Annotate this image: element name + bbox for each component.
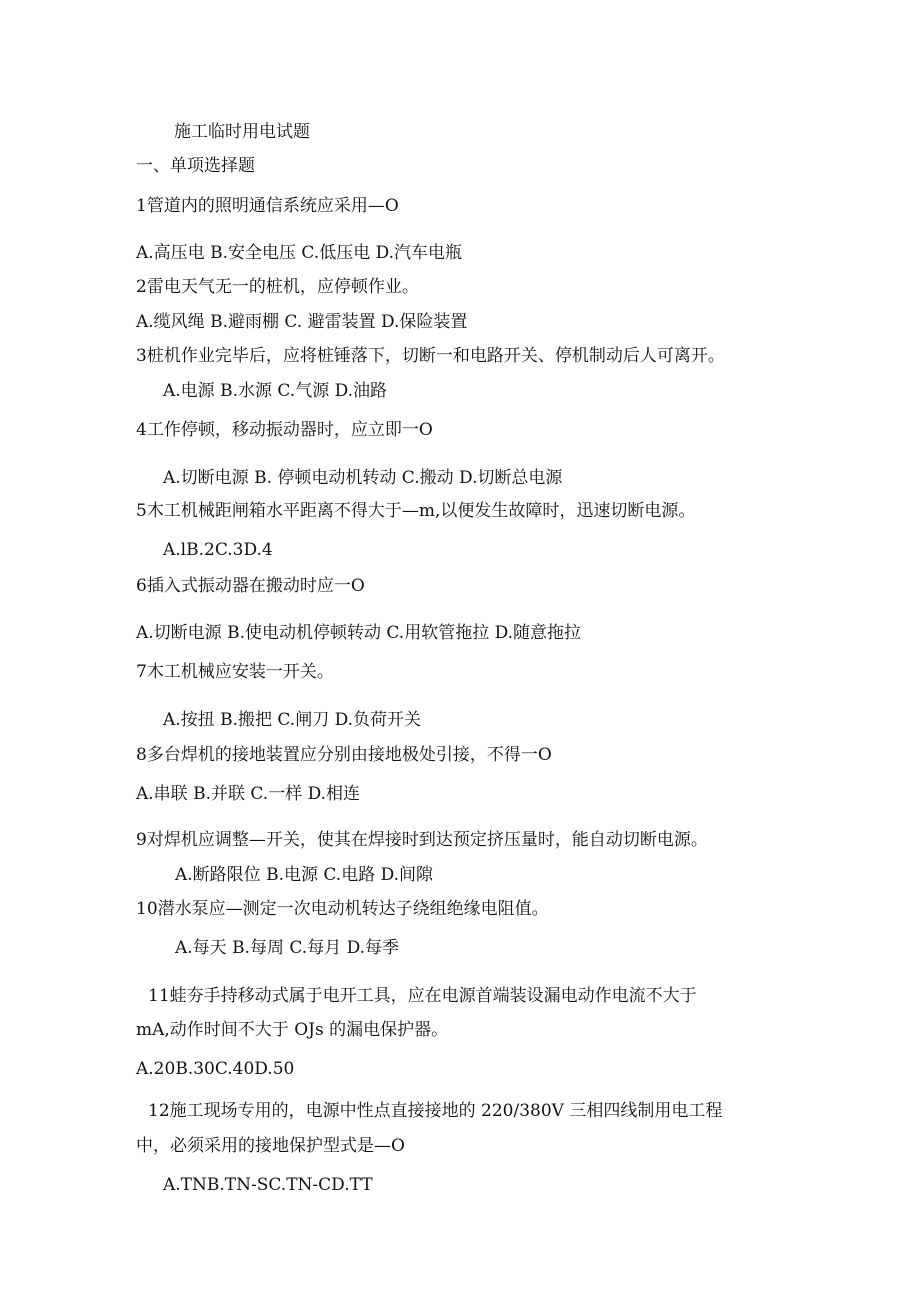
question-2: 2雷电天气无一的桩机，应停顿作业。 (136, 277, 419, 297)
question-10-options: A.每天 B.每周 C.每月 D.每季 (175, 938, 400, 958)
question-5: 5木工机械距闸箱水平距离不得大于—m,以便发生故障时，迅速切断电源。 (136, 501, 696, 521)
question-3: 3桩机作业完毕后，应将桩锤落下，切断一和电路开关、停机制动后人可离开。 (136, 346, 725, 366)
question-9: 9对焊机应调整—开关，使其在焊接时到达预定挤压量时，能自动切断电源。 (136, 830, 708, 850)
question-5-options: A.lB.2C.3D.4 (163, 540, 273, 560)
question-3-options: A.电源 B.水源 C.气源 D.油路 (163, 381, 388, 401)
question-10: 10潜水泵应—测定一次电动机转达子绕组绝缘电阻值。 (136, 899, 549, 919)
document-title: 施工临时用电试题 (174, 122, 310, 142)
question-2-options: A.缆风绳 B.避雨棚 C. 避雷装置 D.保险装置 (136, 312, 468, 332)
question-11-line-1: 11蛙夯手持移动式属于电开工具，应在电源首端装设漏电动作电流不大于 (148, 986, 697, 1006)
question-9-options: A.断路限位 B.电源 C.电路 D.间隙 (175, 865, 434, 885)
question-4-options: A.切断电源 B. 停顿电动机转动 C.搬动 D.切断总电源 (163, 468, 563, 488)
question-8-options: A.串联 B.并联 C.一样 D.相连 (136, 784, 361, 804)
question-1-options: A.高压电 B.安全电压 C.低压电 D.汽车电瓶 (136, 243, 463, 263)
question-6-options: A.切断电源 B.使电动机停顿转动 C.用软管拖拉 D.随意拖拉 (136, 623, 582, 643)
question-7: 7木工机械应安装一开关。 (136, 662, 334, 682)
question-8: 8多台焊机的接地装置应分别由接地极处引接，不得一O (136, 745, 552, 765)
section-heading: 一、单项选择题 (136, 156, 255, 176)
question-11-line-2: mA,动作时间不大于 OJs 的漏电保护器。 (136, 1020, 449, 1040)
question-1: 1管道内的照明通信系统应采用—O (136, 196, 399, 216)
question-11-options: A.20B.30C.40D.50 (136, 1059, 295, 1079)
question-12-line-1: 12施工现场专用的，电源中性点直接接地的 220/380V 三相四线制用电工程 (148, 1101, 723, 1121)
question-6: 6插入式振动器在搬动时应一O (136, 576, 365, 596)
question-7-options: A.按扭 B.搬把 C.闸刀 D.负荷开关 (163, 710, 422, 730)
question-12-options: A.TNB.TN-SC.TN-CD.TT (163, 1175, 373, 1195)
question-12-line-2: 中，必须采用的接地保护型式是—O (136, 1136, 405, 1156)
question-4: 4工作停顿，移动振动器时，应立即一O (136, 420, 433, 440)
